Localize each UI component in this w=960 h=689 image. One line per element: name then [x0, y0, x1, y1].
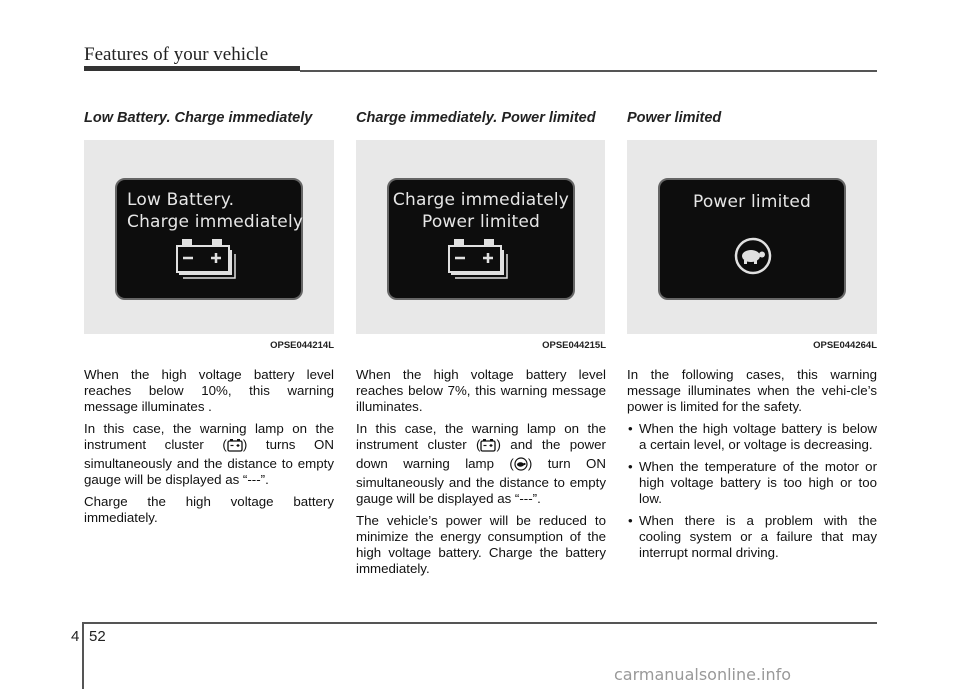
paragraph: Charge the high voltage battery immediately. [84, 494, 334, 525]
paragraph [356, 421, 606, 507]
section-title: Low Battery. Charge immediately [84, 110, 313, 126]
section-title: Charge immediately. Power limited [356, 110, 596, 126]
column-power-limited [627, 110, 877, 567]
footer-rule [84, 622, 877, 624]
paragraph: When the high voltage battery level reaches below 10%, this warning message illuminates . [84, 367, 334, 414]
paragraph-part: ) and the power down warning lamp ( [356, 437, 606, 471]
figure-code: OPSE044215L [542, 340, 606, 351]
battery-stack-icon [447, 238, 515, 280]
section-number: 4 [71, 628, 80, 645]
battery-warning-icon [480, 438, 496, 456]
page-header: Features of your vehicle [84, 44, 269, 65]
column-charge-immediately [356, 110, 606, 577]
body-text [627, 367, 877, 561]
section-title: Power limited [627, 110, 722, 126]
column-low-battery [84, 110, 334, 526]
paragraph: The vehicle’s power will be reduced to minimize the energy consumption of the high voltage battery. Charge the battery immediately. [356, 513, 606, 576]
page-number: 52 [89, 628, 106, 645]
power-down-turtle-icon [514, 457, 528, 475]
cluster-display-screen [115, 178, 303, 300]
cluster-display-screen [387, 178, 575, 300]
list-item: • When the temperature of the motor or high voltage battery is too high or too low. [627, 459, 877, 507]
paragraph-part: ) turn ON simultaneously and the distance to empty gauge will be displayed as “---”. [356, 456, 606, 506]
paragraph [84, 421, 334, 488]
header-rule-thin [300, 70, 877, 72]
list-item: • When the high voltage battery is below a certain level, or voltage is decreasing. [627, 421, 877, 453]
figure-code: OPSE044214L [270, 340, 334, 351]
paragraph-part: ) turns ON simultaneously and the distance to empty gauge will be displayed as “---”. [84, 437, 335, 487]
figure-code: OPSE044264L [813, 340, 877, 351]
screen-line-1: Power limited [692, 192, 812, 212]
screen-line-1: Low Battery. [127, 190, 235, 210]
battery-warning-icon [227, 438, 243, 456]
footer-divider [82, 622, 84, 689]
cluster-display-screen [658, 178, 846, 300]
watermark: carmanualsonline.info [614, 665, 792, 684]
paragraph: When the high voltage battery level reaches below 7%, this warning message illuminates. [356, 367, 606, 414]
header-rule-thick [84, 66, 300, 71]
screen-line-1: Charge immediately [392, 190, 570, 210]
turtle-icon [733, 236, 773, 276]
cluster-display-figure [627, 140, 877, 334]
body-text [84, 367, 334, 526]
paragraph: In the following cases, this warning message illuminates when the vehi-cle’s power is limited for the safety. [627, 367, 877, 414]
list-item: • When there is a problem with the cooling system or a failure that may interrupt normal driving. [627, 513, 877, 561]
paragraph-part: In this case, the warning lamp on the instrument cluster ( [84, 421, 334, 452]
cluster-display-figure [84, 140, 334, 334]
screen-line-2: Charge immediately [127, 212, 304, 232]
cluster-display-figure [356, 140, 605, 334]
paragraph-part: In this case, the warning lamp on the instrument cluster ( [356, 421, 606, 452]
bullet-list [627, 421, 877, 561]
battery-stack-icon [175, 238, 243, 280]
screen-line-2: Power limited [421, 212, 541, 232]
body-text [356, 367, 606, 577]
